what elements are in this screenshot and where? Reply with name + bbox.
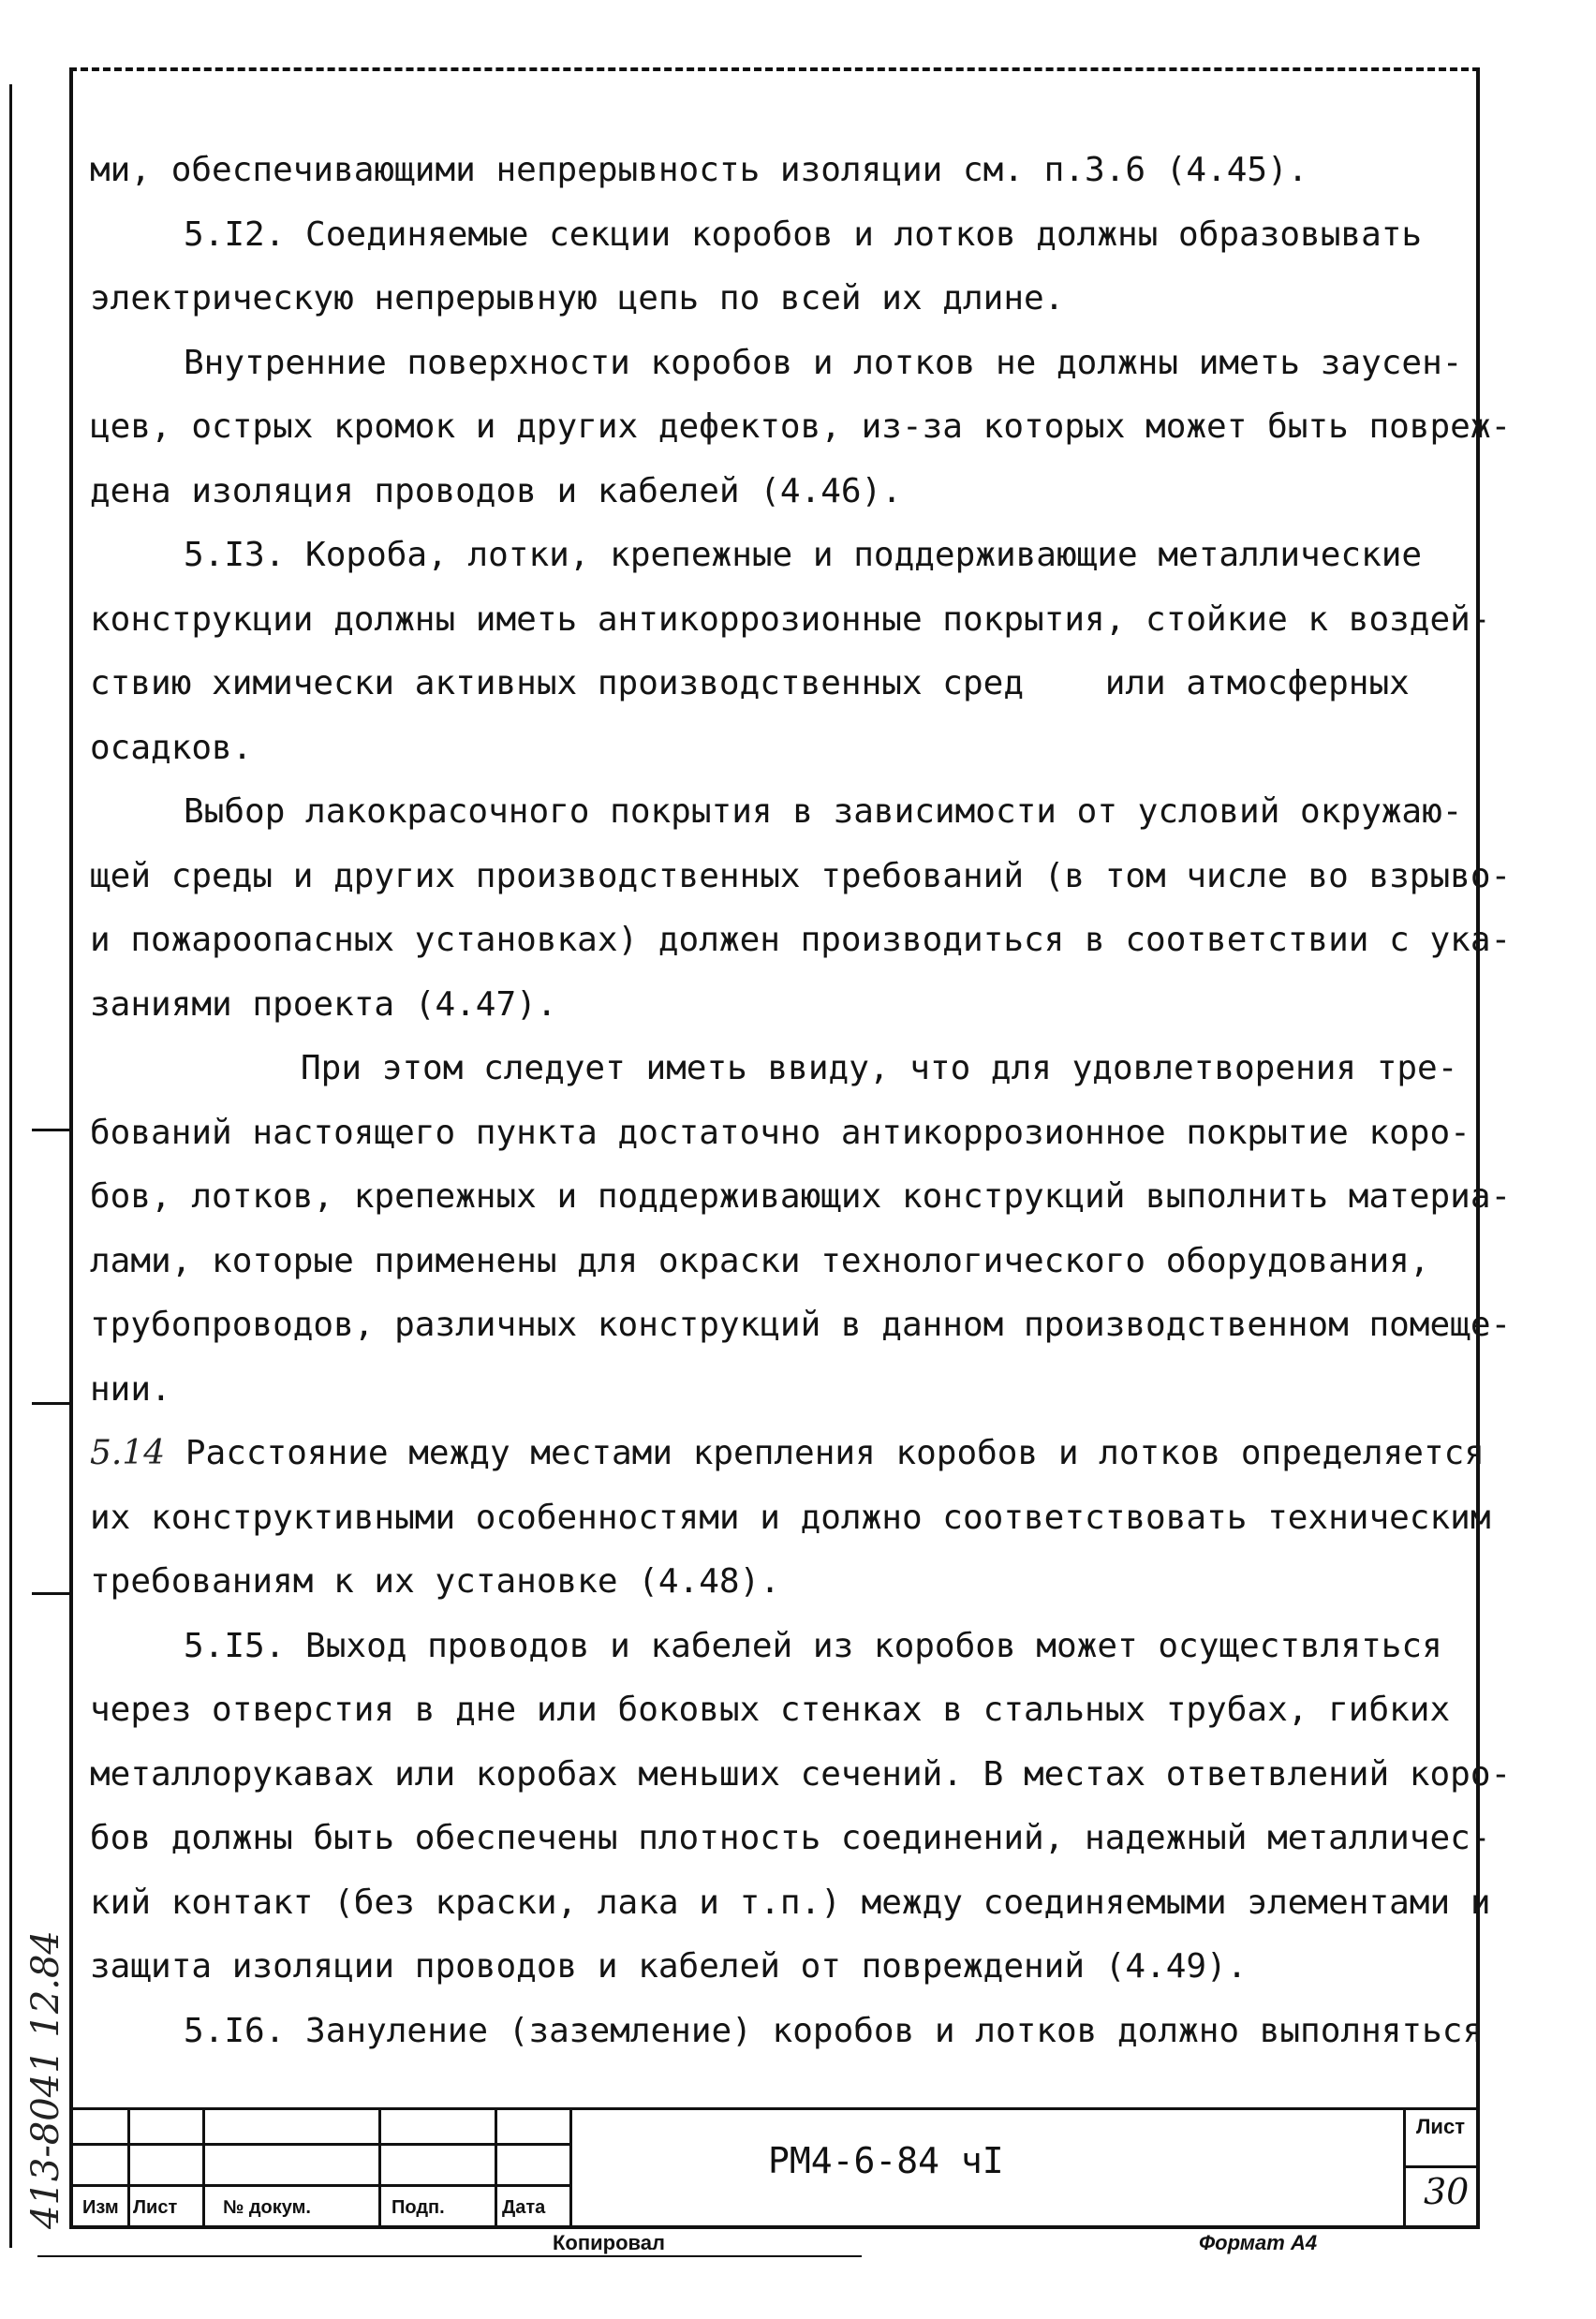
text-line: их конструктивными особенностями и должно соответствовать техническим (90, 1498, 1491, 1537)
copied-by-label: Копировал (553, 2231, 666, 2254)
col-date: Дата (502, 2197, 546, 2218)
text-line: Расстояние между местами крепления коробов и лотков определяется (185, 1434, 1485, 1472)
text-line: 5.I2. Соединяемые секции коробов и лотков должны образовывать (184, 214, 1423, 254)
text-line-514 (90, 1422, 1485, 1486)
body-text (90, 139, 1512, 2063)
text-line: и пожароопасных установках) должен производиться в соответствии с ука- (90, 921, 1512, 959)
margin-tick (32, 1129, 73, 1131)
text-line: электрическую непрерывную цепь по всей их длине. (90, 279, 1065, 318)
text-line: защита изоляции проводов и кабелей от повреждений (4.49). (90, 1947, 1248, 1986)
text-line: конструкции должны иметь антикоррозионные покрытия, стойкие к воздей- (90, 599, 1491, 639)
sheet-number: 30 (1424, 2171, 1470, 2212)
col-izm: Изм (82, 2197, 119, 2218)
margin-tick (32, 1592, 73, 1595)
footer-rule (37, 2255, 862, 2257)
text-line: нии. (90, 1369, 171, 1409)
text-line: 5.I6. Зануление (заземление) коробов и лотков должно выполняться (184, 2011, 1484, 2050)
col-list: Лист (133, 2197, 178, 2218)
text-line: бов, лотков, крепежных и поддерживающих конструкций выполнить материа- (90, 1177, 1512, 1216)
text-line: бований настоящего пункта достаточно антикоррозионное покрытие коро- (90, 1113, 1470, 1152)
text-line: 5.I3. Короба, лотки, крепежные и поддерживающие металлические (184, 536, 1423, 574)
text-line: Внутренние поверхности коробов и лотков не должны иметь заусен- (184, 343, 1463, 382)
text-line: 5.I5. Выход проводов и кабелей из коробов может осуществляться (184, 1626, 1442, 1665)
margin-stamp (19, 1761, 66, 2229)
text-line: ствию химически активных производственных сред или атмосферных (90, 664, 1410, 702)
text-line: требованиям к их установке (4.48). (90, 1562, 780, 1601)
document-number: РМ4-6-84 чI (768, 2140, 1004, 2181)
col-sign: Подп. (392, 2197, 445, 2218)
margin-tick (32, 1402, 73, 1405)
text-line: цев, острых кромок и других дефектов, из-за которых может быть повреж- (90, 407, 1512, 446)
text-line: металлорукавах или коробах меньших сечений. В местах ответвлений коро- (90, 1754, 1512, 1794)
text-line: осадков. (90, 728, 253, 767)
text-line: бов должны быть обеспечены плотность соединений, надежный металличес- (90, 1819, 1491, 1857)
handwritten-clause-number: 5.14 (90, 1434, 166, 1472)
text-line: Выбор лакокрасочного покрытия в зависимости от условий окружаю- (184, 792, 1463, 831)
text-line: ми, обеспечивающими непрерывность изоляции см. п.3.6 (4.45). (90, 151, 1308, 189)
binding-rule (9, 84, 12, 2248)
text-line: кий контакт (без краски, лака и т.п.) между соединяемыми элементами и (90, 1883, 1491, 1922)
sheet-label: Лист (1416, 2115, 1465, 2138)
text-line: При этом следует иметь ввиду, что для удовлетворения тре- (301, 1049, 1458, 1087)
text-line: через отверстия в дне или боковых стенках в стальных трубах, гибких (90, 1691, 1451, 1729)
text-line: лами, которые применены для окраски технологического оборудования, (90, 1241, 1430, 1280)
col-doc: № докум. (223, 2197, 311, 2218)
text-line: заниями проекта (4.47). (90, 984, 557, 1024)
text-line: щей среды и других производственных требований (в том числе во взрыво- (90, 856, 1512, 895)
format-label: Формат А4 (1199, 2231, 1318, 2254)
text-line: трубопроводов, различных конструкций в данном производственном помеще- (90, 1306, 1512, 1344)
text-line: дена изоляция проводов и кабелей (4.46). (90, 471, 902, 510)
margin-stamp-text: 413-8041 12.84 (24, 1930, 67, 2229)
